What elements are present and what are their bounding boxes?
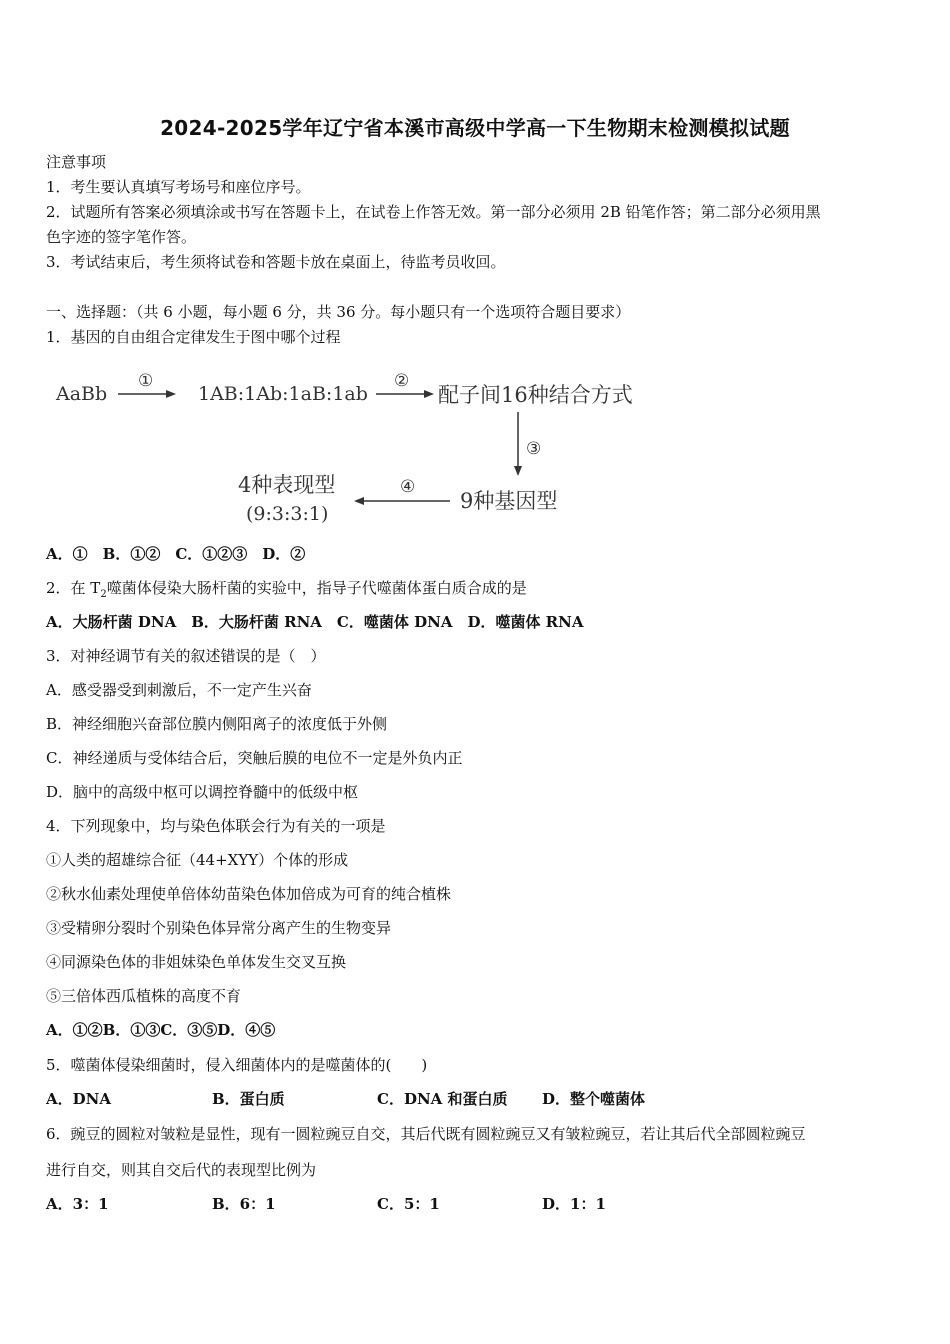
q3-option-b: B．神经细胞兴奋部位膜内侧阳离子的浓度低于外侧 — [46, 715, 388, 733]
arrow-4-head — [354, 497, 364, 505]
arrow-1-head — [166, 390, 176, 398]
diagram-phenotypes: 4种表现型 — [238, 473, 336, 497]
q1-options: A．① B．①② C．①②③ D．② — [46, 545, 306, 563]
page-title: 2024-2025学年辽宁省本溪市高级中学高一下生物期末检测模拟试题 — [160, 116, 790, 140]
q4-item-5: ⑤三倍体西瓜植株的高度不育 — [46, 987, 242, 1005]
q4-item-2: ②秋水仙素处理使单倍体幼苗染色体加倍成为可育的纯合植株 — [46, 885, 452, 903]
q5-stem: 5．噬菌体侵染细菌时，侵入细菌体内的是噬菌体的( ) — [46, 1056, 428, 1074]
notice-item-2-cont: 色字迹的签字笔作答。 — [46, 228, 197, 246]
diagram-gametes: 1AB:1Ab:1aB:1ab — [198, 383, 368, 405]
diagram-genotypes: 9种基因型 — [460, 489, 558, 513]
q5-option-b: B．蛋白质 — [212, 1090, 285, 1108]
q4-item-1: ①人类的超雄综合征（44+XYY）个体的形成 — [46, 851, 349, 869]
notice-item-1: 1．考生要认真填写考场号和座位序号。 — [46, 178, 311, 196]
q5-option-c: C．DNA 和蛋白质 — [377, 1090, 508, 1108]
q3-option-a: A．感受器受到刺激后，不一定产生兴奋 — [46, 681, 312, 699]
q3-stem: 3．对神经调节有关的叙述错误的是（ ） — [46, 647, 326, 665]
arrow-2-head — [424, 390, 434, 398]
q1-inheritance-diagram — [50, 362, 670, 532]
q2-stem — [46, 578, 527, 605]
q6-stem-line2: 进行自交，则其自交后代的表现型比例为 — [46, 1161, 317, 1179]
notice-item-2: 2．试题所有答案必须填涂或书写在答题卡上，在试卷上作答无效。第一部分必须用 2B 铅笔作答；第二部分必须用黑 — [46, 203, 821, 221]
q4-stem: 4．下列现象中，均与染色体联会行为有关的一项是 — [46, 817, 386, 835]
diagram-combos: 配子间16种结合方式 — [438, 383, 633, 407]
notice-heading: 注意事项 — [46, 153, 107, 171]
diagram-step3: ③ — [526, 439, 542, 459]
q5-option-d: D．整个噬菌体 — [542, 1090, 646, 1108]
q3-option-d: D．脑中的高级中枢可以调控脊髓中的低级中枢 — [46, 783, 359, 801]
q6-option-b: B．6：1 — [212, 1195, 276, 1213]
section-heading: 一、选择题：（共 6 小题，每小题 6 分，共 36 分。每小题只有一个选项符合题目要求） — [46, 303, 631, 321]
q6-stem-line1: 6．豌豆的圆粒对皱粒是显性，现有一圆粒豌豆自交，其后代既有圆粒豌豆又有皱粒豌豆，若让其后代全部圆粒豌豆 — [46, 1125, 806, 1143]
notice-item-3: 3．考试结束后，考生须将试卷和答题卡放在桌面上，待监考员收回。 — [46, 253, 506, 271]
q4-item-3: ③受精卵分裂时个别染色体异常分离产生的生物变异 — [46, 919, 392, 937]
diagram-start: AaBb — [56, 383, 108, 405]
diagram-step2: ② — [394, 371, 410, 391]
q6-option-d: D．1：1 — [542, 1195, 606, 1213]
diagram-ratio: (9:3:3:1) — [246, 503, 329, 525]
diagram-step4: ④ — [400, 477, 416, 497]
q4-options: A．①②B．①③C．③⑤D．④⑤ — [46, 1021, 276, 1039]
q2-stem-post: 噬菌体侵染大肠杆菌的实验中，指导子代噬菌体蛋白质合成的是 — [106, 579, 527, 597]
q3-option-c: C．神经递质与受体结合后，突触后膜的电位不一定是外负内正 — [46, 749, 463, 767]
q4-item-4: ④同源染色体的非姐妹染色单体发生交叉互换 — [46, 953, 347, 971]
q2-stem-pre: 2．在 T — [46, 579, 101, 597]
q6-option-a: A．3：1 — [46, 1195, 109, 1213]
q2-stem-sub: 2 — [100, 589, 107, 600]
q6-option-c: C．5：1 — [377, 1195, 440, 1213]
diagram-step1: ① — [138, 371, 154, 391]
q2-options: A．大肠杆菌 DNA B．大肠杆菌 RNA C．噬菌体 DNA D．噬菌体 RNA — [46, 613, 584, 631]
arrow-3-head — [514, 466, 522, 476]
q1-stem: 1．基因的自由组合定律发生于图中哪个过程 — [46, 328, 341, 346]
q5-option-a: A．DNA — [46, 1090, 111, 1108]
